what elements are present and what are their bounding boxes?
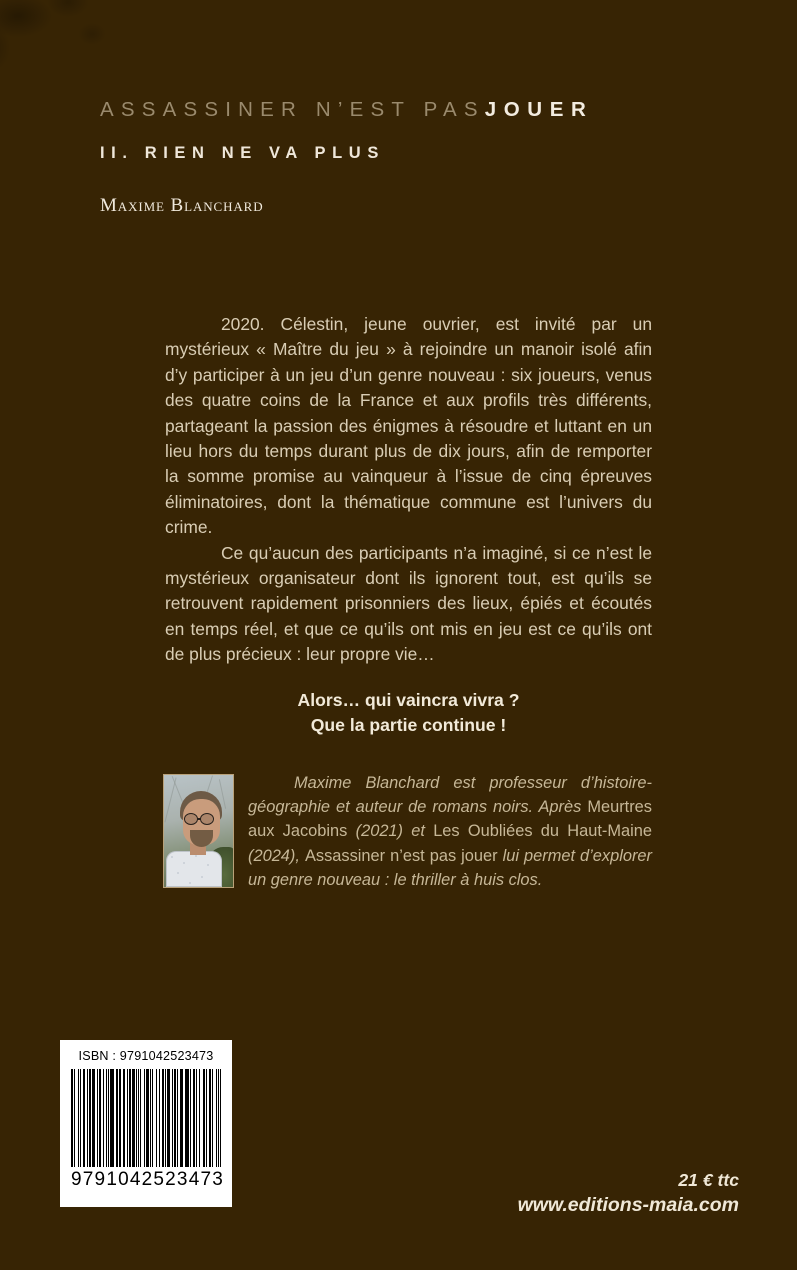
barcode-digits bbox=[70, 1169, 222, 1191]
photo-glasses-right bbox=[200, 813, 214, 825]
tagline bbox=[165, 688, 652, 738]
barcode-bar bbox=[220, 1069, 221, 1167]
bio-segment-7: lui permet d’explorer un genre nouveau : le thriller à huis clos. bbox=[248, 846, 652, 889]
tagline-line-1: Alors… qui vaincra vivra ? bbox=[297, 690, 520, 710]
main-title-bright: JOUER bbox=[484, 98, 594, 121]
synopsis-paragraph-2: Ce qu’aucun des participants n’a imaginé, si ce n’est le mystérieux organisateur dont ils ignorent tout, est qu’ils se retrouvent rapidement prisonniers des lieux, épiés et écoutés en temps réel, et que ce qu’ils ont mis en jeu est ce qu’ils ont de plus précieux : leur propre vie… bbox=[165, 542, 652, 665]
photo-glasses-bridge bbox=[197, 818, 201, 820]
price-label: 21 € ttc bbox=[678, 1170, 739, 1190]
isbn-label: ISBN : 9791042523473 bbox=[78, 1049, 214, 1063]
publisher-website[interactable]: www.editions-maia.com bbox=[517, 1194, 739, 1216]
author-name: Maxime Blanchard bbox=[100, 195, 264, 216]
bio-book-title-2: Les Oubliées du Haut-Maine bbox=[433, 822, 653, 841]
main-title bbox=[100, 100, 720, 121]
barcode-digit-group-3: 523473 bbox=[153, 1169, 224, 1190]
subtitle: II. RIEN NE VA PLUS bbox=[100, 143, 385, 162]
author-bio-text bbox=[163, 771, 652, 892]
author-bio-block bbox=[163, 771, 652, 892]
bio-segment-3: (2021) et bbox=[347, 822, 434, 841]
bio-book-title-3: Assassiner n’est pas jouer bbox=[304, 846, 498, 865]
barcode-box bbox=[60, 1040, 232, 1207]
tagline-line-2: Que la partie continue ! bbox=[310, 715, 507, 735]
synopsis bbox=[165, 312, 652, 668]
bio-book-title-1: Meurtres aux Jacobins bbox=[248, 798, 652, 841]
corner-texture bbox=[0, 0, 122, 92]
barcode-digit-group-1: 9 bbox=[71, 1169, 83, 1190]
author-photo bbox=[163, 774, 234, 888]
photo-glasses-left bbox=[184, 813, 198, 825]
barcode-bars bbox=[70, 1069, 222, 1167]
title-block bbox=[100, 100, 720, 215]
photo-shirt bbox=[166, 851, 222, 887]
main-title-dim: ASSASSINER N’EST PAS bbox=[100, 98, 485, 121]
barcode-digit-group-2: 791042 bbox=[82, 1169, 154, 1190]
synopsis-paragraph-1: 2020. Célestin, jeune ouvrier, est invité par un mystérieux « Maître du jeu » à rejoindre un manoir isolé afin d’y participer à un jeu d’un genre nouveau : six joueurs, venus des quatre coins de la France et aux profils très différents, partageant la passion des énigmes à résoudre et luttant en un lieu hors du temps durant plus de dix jours, afin de remporter la somme promise au vainqueur à l’issue de cinq épreuves éliminatoires, dont la thématique commune est l’univers du crime. bbox=[165, 314, 652, 538]
bio-segment-1: Maxime Blanchard est professeur d’histoire-géographie et auteur de romans noirs. Après bbox=[248, 774, 652, 817]
bio-segment-5: (2024), bbox=[248, 846, 305, 865]
